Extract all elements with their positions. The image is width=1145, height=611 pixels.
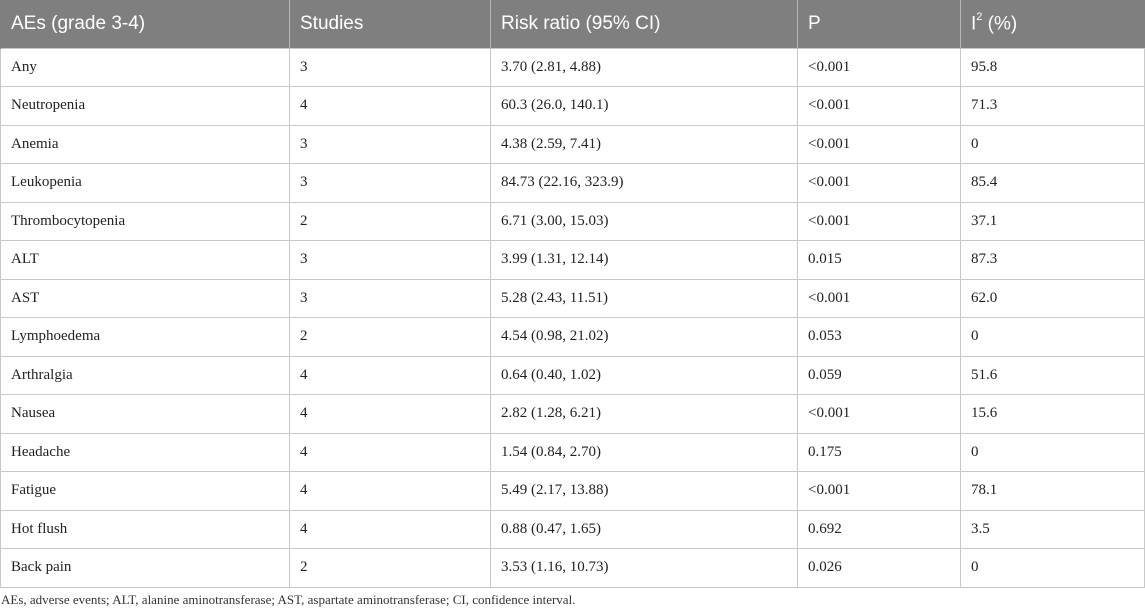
cell-risk-ratio: 3.70 (2.81, 4.88) bbox=[491, 48, 798, 87]
cell-studies: 3 bbox=[290, 241, 491, 280]
table-row bbox=[1, 433, 1145, 472]
cell-ae: Headache bbox=[1, 433, 290, 472]
cell-studies: 4 bbox=[290, 472, 491, 511]
cell-p: 0.059 bbox=[798, 356, 961, 395]
cell-risk-ratio: 0.88 (0.47, 1.65) bbox=[491, 510, 798, 549]
cell-risk-ratio: 0.64 (0.40, 1.02) bbox=[491, 356, 798, 395]
table-row bbox=[1, 356, 1145, 395]
cell-studies: 2 bbox=[290, 202, 491, 241]
cell-ae: Lymphoedema bbox=[1, 318, 290, 357]
cell-studies: 3 bbox=[290, 48, 491, 87]
cell-ae: Neutropenia bbox=[1, 87, 290, 126]
cell-risk-ratio: 84.73 (22.16, 323.9) bbox=[491, 164, 798, 203]
cell-ae: ALT bbox=[1, 241, 290, 280]
cell-risk-ratio: 4.38 (2.59, 7.41) bbox=[491, 125, 798, 164]
header-i2-unit: (%) bbox=[982, 12, 1018, 34]
cell-studies: 4 bbox=[290, 87, 491, 126]
cell-studies: 4 bbox=[290, 433, 491, 472]
table-header bbox=[1, 0, 1145, 48]
cell-risk-ratio: 1.54 (0.84, 2.70) bbox=[491, 433, 798, 472]
cell-p: <0.001 bbox=[798, 125, 961, 164]
cell-i2: 0 bbox=[961, 318, 1145, 357]
cell-i2: 62.0 bbox=[961, 279, 1145, 318]
header-i2 bbox=[961, 0, 1145, 48]
cell-ae: Anemia bbox=[1, 125, 290, 164]
cell-i2: 85.4 bbox=[961, 164, 1145, 203]
table-row bbox=[1, 549, 1145, 588]
cell-studies: 4 bbox=[290, 510, 491, 549]
cell-i2: 0 bbox=[961, 125, 1145, 164]
cell-i2: 0 bbox=[961, 549, 1145, 588]
table-row bbox=[1, 510, 1145, 549]
cell-p: 0.175 bbox=[798, 433, 961, 472]
cell-p: <0.001 bbox=[798, 48, 961, 87]
cell-p: <0.001 bbox=[798, 164, 961, 203]
cell-p: <0.001 bbox=[798, 395, 961, 434]
cell-p: 0.692 bbox=[798, 510, 961, 549]
table-body bbox=[1, 48, 1145, 587]
table-row bbox=[1, 318, 1145, 357]
cell-ae: AST bbox=[1, 279, 290, 318]
cell-p: 0.015 bbox=[798, 241, 961, 280]
table-row bbox=[1, 87, 1145, 126]
table-row bbox=[1, 279, 1145, 318]
cell-ae: Arthralgia bbox=[1, 356, 290, 395]
table-row bbox=[1, 241, 1145, 280]
cell-i2: 37.1 bbox=[961, 202, 1145, 241]
cell-studies: 3 bbox=[290, 125, 491, 164]
table-row bbox=[1, 164, 1145, 203]
header-i2-base: I bbox=[971, 12, 977, 34]
cell-i2: 51.6 bbox=[961, 356, 1145, 395]
cell-ae: Hot flush bbox=[1, 510, 290, 549]
cell-i2: 3.5 bbox=[961, 510, 1145, 549]
cell-p: <0.001 bbox=[798, 279, 961, 318]
cell-ae: Fatigue bbox=[1, 472, 290, 511]
cell-studies: 4 bbox=[290, 395, 491, 434]
table-row bbox=[1, 395, 1145, 434]
table-row bbox=[1, 125, 1145, 164]
cell-ae: Thrombocytopenia bbox=[1, 202, 290, 241]
cell-p: 0.026 bbox=[798, 549, 961, 588]
cell-p: <0.001 bbox=[798, 202, 961, 241]
cell-ae: Nausea bbox=[1, 395, 290, 434]
cell-risk-ratio: 60.3 (26.0, 140.1) bbox=[491, 87, 798, 126]
cell-p: 0.053 bbox=[798, 318, 961, 357]
cell-risk-ratio: 4.54 (0.98, 21.02) bbox=[491, 318, 798, 357]
cell-risk-ratio: 5.49 (2.17, 13.88) bbox=[491, 472, 798, 511]
cell-studies: 2 bbox=[290, 318, 491, 357]
cell-i2: 15.6 bbox=[961, 395, 1145, 434]
cell-p: <0.001 bbox=[798, 87, 961, 126]
cell-i2: 87.3 bbox=[961, 241, 1145, 280]
table-row bbox=[1, 202, 1145, 241]
cell-risk-ratio: 3.53 (1.16, 10.73) bbox=[491, 549, 798, 588]
cell-risk-ratio: 6.71 (3.00, 15.03) bbox=[491, 202, 798, 241]
header-ae: AEs (grade 3-4) bbox=[1, 0, 290, 48]
cell-risk-ratio: 5.28 (2.43, 11.51) bbox=[491, 279, 798, 318]
header-p: P bbox=[798, 0, 961, 48]
table-row bbox=[1, 472, 1145, 511]
cell-ae: Back pain bbox=[1, 549, 290, 588]
cell-ae: Leukopenia bbox=[1, 164, 290, 203]
header-i2-superscript: 2 bbox=[976, 10, 983, 23]
cell-i2: 71.3 bbox=[961, 87, 1145, 126]
table-row bbox=[1, 48, 1145, 87]
cell-studies: 3 bbox=[290, 164, 491, 203]
cell-risk-ratio: 3.99 (1.31, 12.14) bbox=[491, 241, 798, 280]
cell-p: <0.001 bbox=[798, 472, 961, 511]
cell-i2: 0 bbox=[961, 433, 1145, 472]
table-footnote: AEs, adverse events; ALT, alanine aminotransferase; AST, aspartate aminotransferase; CI, confidence interval. bbox=[1, 592, 576, 607]
cell-studies: 3 bbox=[290, 279, 491, 318]
cell-i2: 95.8 bbox=[961, 48, 1145, 87]
cell-i2: 78.1 bbox=[961, 472, 1145, 511]
header-studies: Studies bbox=[290, 0, 491, 48]
cell-studies: 2 bbox=[290, 549, 491, 588]
cell-risk-ratio: 2.82 (1.28, 6.21) bbox=[491, 395, 798, 434]
header-row bbox=[1, 0, 1145, 48]
header-risk-ratio: Risk ratio (95% CI) bbox=[491, 0, 798, 48]
cell-ae: Any bbox=[1, 48, 290, 87]
cell-studies: 4 bbox=[290, 356, 491, 395]
